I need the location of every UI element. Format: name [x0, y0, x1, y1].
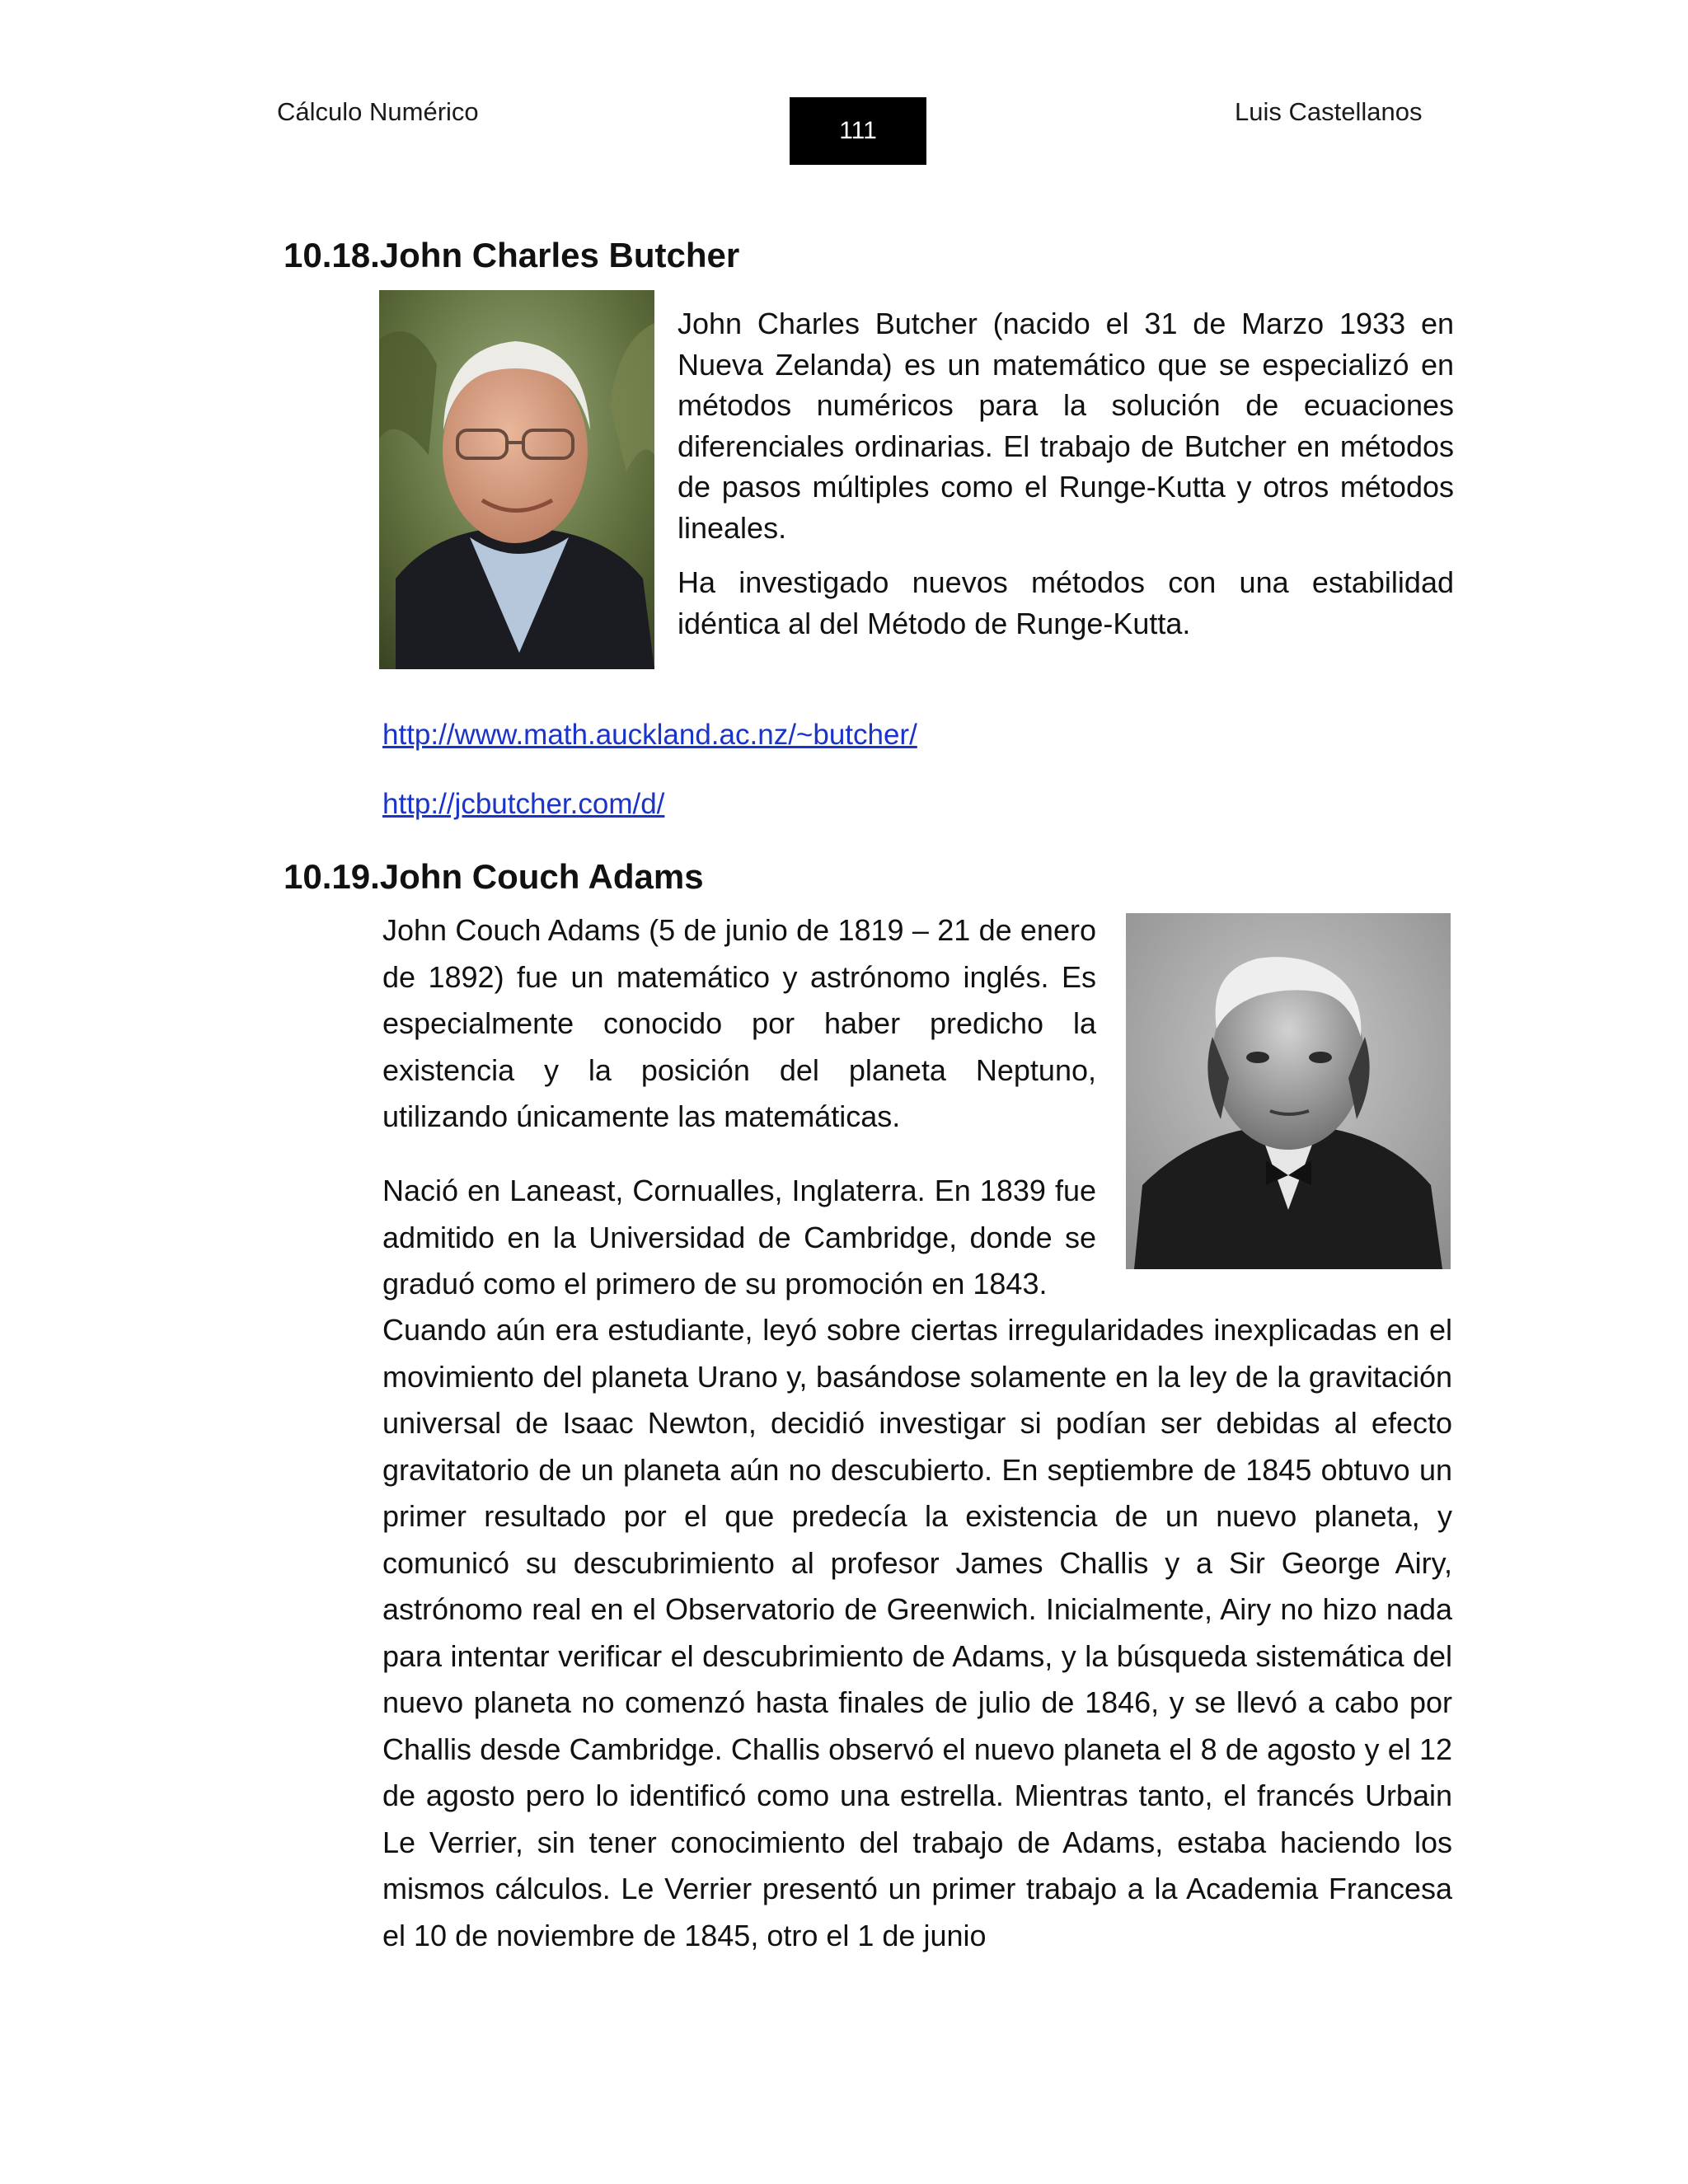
butcher-link-jcbutcher[interactable]: http://jcbutcher.com/d/ [382, 788, 665, 820]
butcher-paragraph-1: John Charles Butcher (nacido el 31 de Marzo 1933 en Nueva Zelanda) es un matemático que se especializó en métodos numéricos para la solución de ecuaciones diferenciales ordinarias. El trabajo de Butcher en métodos de pasos múltiples como el Runge-Kutta y otros métodos lineales. [678, 307, 1454, 545]
butcher-paragraph-2: Ha investigado nuevos métodos con una estabilidad idéntica al del Método de Runge-Kutta. [678, 565, 1454, 640]
adams-paragraph-2: Nació en Laneast, Cornualles, Inglaterra. En 1839 fue admitido en la Universidad de Cambridge, donde se graduó como el primero de su promoción en 1843. [382, 1174, 1096, 1301]
page-number-box [790, 97, 926, 165]
section-heading-adams: 10.19.John Couch Adams [284, 857, 704, 896]
butcher-link-auckland[interactable]: http://www.math.auckland.ac.nz/~butcher/ [382, 719, 917, 751]
page-number: 111 [839, 117, 877, 144]
header-left-title: Cálculo Numérico [277, 97, 479, 126]
section-heading-butcher: 10.18.John Charles Butcher [284, 236, 740, 274]
adams-paragraph-1: John Couch Adams (5 de junio de 1819 – 21 de enero de 1892) fue un matemático y astrónomo inglés. Es especialmente conocido por haber predicho la existencia y la posición del planeta Neptuno, utilizando únicamente las matemáticas. [382, 913, 1096, 1133]
adams-paragraph-3: Cuando aún era estudiante, leyó sobre ciertas irregularidades inexplicadas en el movimiento del planeta Urano y, basándose solamente en la ley de la gravitación universal de Isaac Newton, decidió investigar si podían ser debidas al efecto gravitatorio de un planeta aún no descubierto. En septiembre de 1845 obtuvo un primer resultado por el que predecía la existencia de un nuevo planeta, y comunicó su descubrimiento al profesor James Challis y a Sir George Airy, astrónomo real en el Observatorio de Greenwich. Inicialmente, Airy no hizo nada para intentar verificar el descubrimiento de Adams, y la búsqueda sistemática del nuevo planeta no comenzó hasta finales de julio de 1846, y se llevó a cabo por Challis desde Cambridge. Challis observó el nuevo planeta el 8 de agosto y el 12 de agosto pero lo identificó como una estrella. Mientras tanto, el francés Urbain Le Verrier, sin tener conocimiento del trabajo de Adams, estaba haciendo los mismos cálculos. Le Verrier presentó un primer trabajo a la Academia Francesa el 10 de noviembre de 1845, otro el 1 de junio [382, 1313, 1452, 1952]
butcher-photo [379, 290, 654, 669]
adams-photo [1126, 913, 1451, 1269]
header-right-author: Luis Castellanos [1235, 97, 1423, 126]
